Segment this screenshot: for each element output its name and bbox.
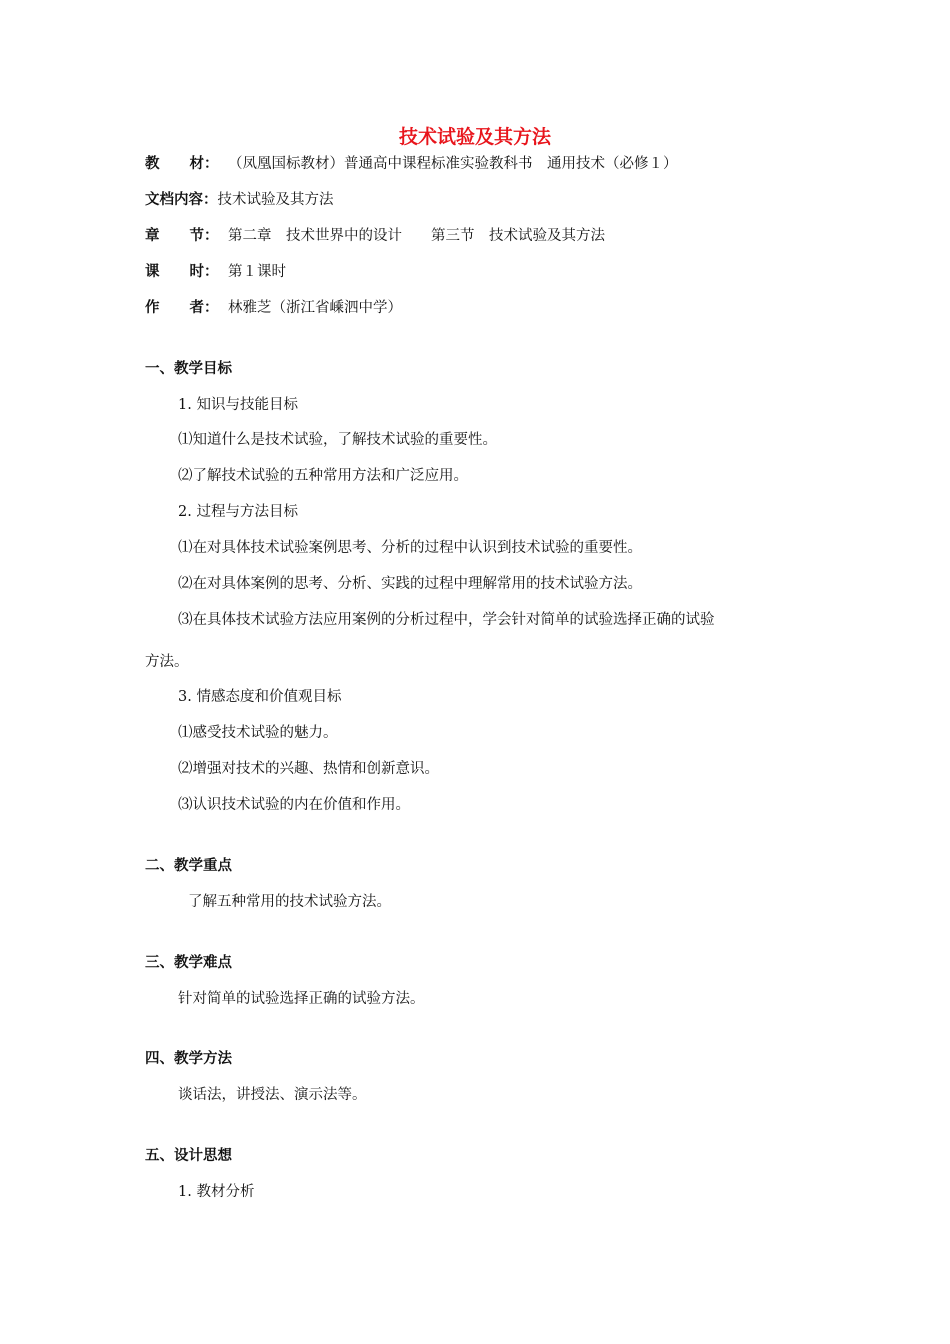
meta-chapter-value: 第二章 技术世界中的设计 第三节 技术试验及其方法 bbox=[228, 228, 605, 244]
goals-sub1: 1. 知识与技能目标 bbox=[178, 397, 298, 413]
meta-chapter-label: 章 节： bbox=[145, 228, 219, 244]
section-goals-heading: 一、教学目标 bbox=[145, 361, 232, 377]
list-item: ⑴在对具体技术试验案例思考、分析的过程中认识到技术试验的重要性。 bbox=[178, 540, 642, 556]
section-design-heading: 五、设计思想 bbox=[145, 1148, 232, 1164]
list-item: ⑴知道什么是技术试验，了解技术试验的重要性。 bbox=[178, 432, 497, 448]
list-item: ⑶认识技术试验的内在价值和作用。 bbox=[178, 797, 410, 813]
methods-text: 谈话法，讲授法、演示法等。 bbox=[178, 1087, 367, 1103]
goals-sub2: 2. 过程与方法目标 bbox=[178, 504, 298, 520]
list-item: ⑴感受技术试验的魅力。 bbox=[178, 725, 338, 741]
meta-period-value: 第１课时 bbox=[228, 264, 286, 280]
document-title: 技术试验及其方法 bbox=[398, 126, 551, 148]
list-item: ⑵增强对技术的兴趣、热情和创新意识。 bbox=[178, 761, 439, 777]
list-item: ⑵了解技术试验的五种常用方法和广泛应用。 bbox=[178, 468, 468, 484]
list-item-continuation: 方法。 bbox=[145, 654, 189, 670]
focus-text: 了解五种常用的技术试验方法。 bbox=[188, 894, 391, 910]
meta-period-label: 课 时： bbox=[145, 264, 219, 280]
meta-textbook-label: 教 材： bbox=[145, 156, 219, 172]
meta-content-value: 技术试验及其方法 bbox=[217, 192, 334, 208]
list-item: ⑶在具体技术试验方法应用案例的分析过程中，学会针对简单的试验选择正确的试验 bbox=[178, 612, 715, 628]
meta-author-value: 林雅芝（浙江省嵊泗中学） bbox=[228, 300, 402, 316]
meta-textbook-value: （凤凰国标教材）普通高中课程标准实验教科书 通用技术（必修１） bbox=[228, 156, 678, 172]
meta-author-label: 作 者： bbox=[145, 300, 219, 316]
meta-chapter bbox=[145, 224, 605, 245]
meta-period bbox=[145, 260, 286, 281]
meta-author bbox=[145, 296, 402, 317]
meta-textbook bbox=[145, 152, 678, 173]
meta-content-label: 文档内容： bbox=[145, 192, 218, 208]
section-methods-heading: 四、教学方法 bbox=[145, 1051, 232, 1067]
goals-sub3: 3. 情感态度和价值观目标 bbox=[178, 689, 342, 705]
meta-content bbox=[145, 188, 334, 209]
list-item: ⑵在对具体案例的思考、分析、实践的过程中理解常用的技术试验方法。 bbox=[178, 576, 642, 592]
difficulty-text: 针对简单的试验选择正确的试验方法。 bbox=[178, 991, 425, 1007]
section-difficulty-heading: 三、教学难点 bbox=[145, 955, 232, 971]
section-focus-heading: 二、教学重点 bbox=[145, 858, 232, 874]
design-sub1: 1. 教材分析 bbox=[178, 1184, 255, 1200]
